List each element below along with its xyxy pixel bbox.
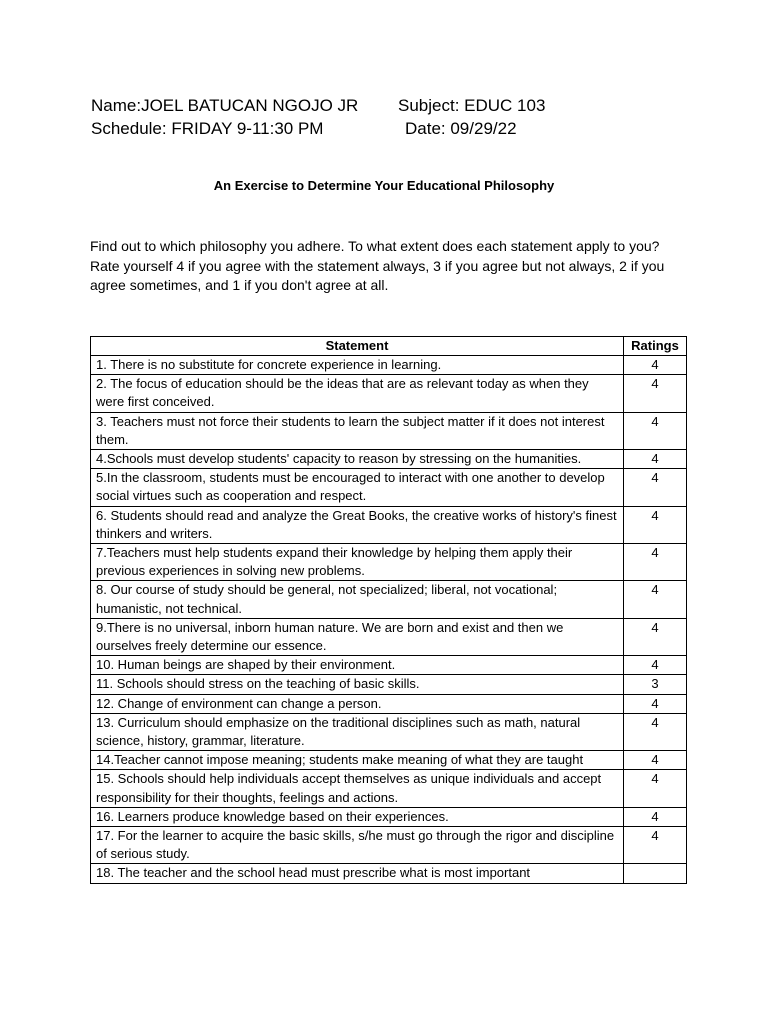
statement-cell: 10. Human beings are shaped by their environment.: [91, 656, 624, 675]
table-row: [91, 827, 687, 864]
rating-cell: 4: [624, 694, 687, 713]
instructions-paragraph: Find out to which philosophy you adhere. To what extent does each statement apply to you? Rate yourself 4 if you agree with the statement always, 3 if you agree but not always, 2 if you agree sometimes, and 1 if you don't agree at all.: [90, 238, 665, 293]
student-name: Name:JOEL BATUCAN NGOJO JR: [91, 96, 359, 115]
table-row: [91, 469, 687, 506]
statement-cell: 3. Teachers must not force their students to learn the subject matter if it does not interest them.: [91, 412, 624, 449]
subject-label: Subject: EDUC 103: [398, 96, 546, 115]
table-row: [91, 412, 687, 449]
statement-cell: 6. Students should read and analyze the Great Books, the creative works of history's finest thinkers and writers.: [91, 506, 624, 543]
statement-column-header: Statement: [91, 337, 624, 356]
table-row: [91, 506, 687, 543]
rating-cell: 4: [624, 656, 687, 675]
table-row: [91, 450, 687, 469]
statement-cell: 11. Schools should stress on the teaching of basic skills.: [91, 675, 624, 694]
rating-cell: 4: [624, 618, 687, 655]
rating-cell: 4: [624, 827, 687, 864]
table-row: [91, 694, 687, 713]
statement-cell: 5.In the classroom, students must be encouraged to interact with one another to develop social virtues such as cooperation and respect.: [91, 469, 624, 506]
rating-cell: 4: [624, 807, 687, 826]
rating-cell: 3: [624, 675, 687, 694]
table-row: [91, 675, 687, 694]
statement-cell: 7.Teachers must help students expand their knowledge by helping them apply their previous experiences in solving new problems.: [91, 544, 624, 581]
rating-cell: 4: [624, 356, 687, 375]
table-row: [91, 770, 687, 807]
table-row: [91, 751, 687, 770]
statement-cell: 4.Schools must develop students' capacity to reason by stressing on the humanities.: [91, 450, 624, 469]
rating-cell: 4: [624, 713, 687, 750]
statement-cell: 13. Curriculum should emphasize on the traditional disciplines such as math, natural science, history, grammar, literature.: [91, 713, 624, 750]
statement-cell: 8. Our course of study should be general, not specialized; liberal, not vocational; humanistic, not technical.: [91, 581, 624, 618]
table-row: [91, 656, 687, 675]
table-row: [91, 864, 687, 883]
rating-cell: 4: [624, 751, 687, 770]
table-row: [91, 618, 687, 655]
schedule-label: Schedule: FRIDAY 9-11:30 PM: [91, 119, 324, 138]
rating-cell: 4: [624, 581, 687, 618]
document-title: An Exercise to Determine Your Educational Philosophy: [213, 178, 555, 193]
statement-cell: 1. There is no substitute for concrete experience in learning.: [91, 356, 624, 375]
rating-cell: 4: [624, 770, 687, 807]
table-row: [91, 807, 687, 826]
statement-cell: 15. Schools should help individuals accept themselves as unique individuals and accept responsibility for their thoughts, feelings and actions.: [91, 770, 624, 807]
statement-cell: 12. Change of environment can change a person.: [91, 694, 624, 713]
table-row: [91, 356, 687, 375]
statement-cell: 17. For the learner to acquire the basic skills, s/he must go through the rigor and discipline of serious study.: [91, 827, 624, 864]
rating-cell: 4: [624, 506, 687, 543]
table-row: [91, 581, 687, 618]
table-row: [91, 713, 687, 750]
rating-cell: 4: [624, 469, 687, 506]
rating-cell: [624, 864, 687, 883]
rating-cell: 4: [624, 375, 687, 412]
table-row: [91, 544, 687, 581]
table-header-row: [91, 337, 687, 356]
statement-cell: 14.Teacher cannot impose meaning; students make meaning of what they are taught: [91, 751, 624, 770]
statement-cell: 9.There is no universal, inborn human nature. We are born and exist and then we ourselves freely determine our essence.: [91, 618, 624, 655]
rating-cell: 4: [624, 544, 687, 581]
rating-cell: 4: [624, 450, 687, 469]
philosophy-table: [90, 336, 687, 884]
statement-cell: 18. The teacher and the school head must prescribe what is most important: [91, 864, 624, 883]
statement-cell: 2. The focus of education should be the ideas that are as relevant today as when they were first conceived.: [91, 375, 624, 412]
date-label: Date: 09/29/22: [405, 119, 517, 138]
table-row: [91, 375, 687, 412]
ratings-column-header: Ratings: [624, 337, 687, 356]
statement-cell: 16. Learners produce knowledge based on their experiences.: [91, 807, 624, 826]
rating-cell: 4: [624, 412, 687, 449]
